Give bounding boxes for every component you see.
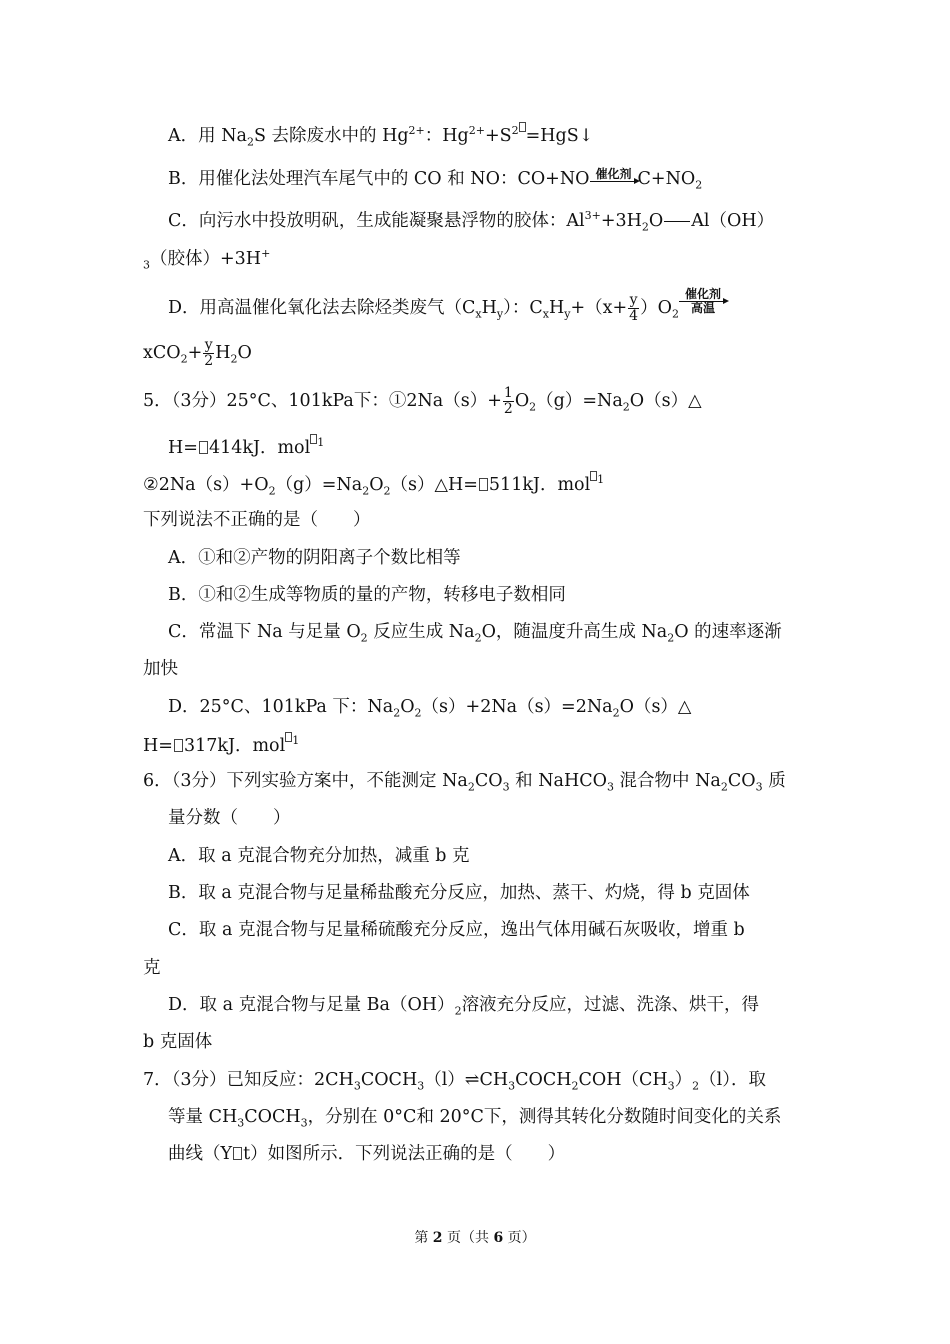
catalyst-heat-arrow: 催化剂 高温 bbox=[679, 288, 727, 315]
q4-option-c-line2: $_3$（胶体）+3H+ bbox=[143, 247, 271, 272]
q7-stem-line3: 曲线（Y t）如图所示．下列说法正确的是（ ） bbox=[168, 1144, 566, 1164]
q6-option-d-line2: b 克固体 bbox=[143, 1032, 213, 1052]
q6-stem-line2: 量分数（ ） bbox=[168, 808, 291, 828]
q6-option-c-line2: 克 bbox=[143, 958, 161, 978]
q5-option-b: B．①和②生成等物质的量的产物，转移电子数相同 bbox=[168, 585, 566, 605]
q4-option-d: D．用高温催化氧化法去除烃类废气$(C_xH_y)$：$C_xH_y+(x+$ $\frac{y}{4}$ ）$O_2$ 催化剂 高温 bbox=[168, 289, 727, 324]
q4-option-b: B．用催化法处理汽车尾气中的 CO 和 NO：CO+NO 催化剂 $C+NO_2$ bbox=[168, 167, 703, 192]
q6-option-b: B．取 a 克混合物与足量稀盐酸充分反应，加热、蒸干、灼烧，得 b 克固体 bbox=[168, 883, 750, 903]
q6-stem: 6．（3分）下列实验方案中，不能测定 $Na_2CO_3$ 和 NaHCO$_3$ 混合物中 $Na_2CO_3$ 质 bbox=[143, 771, 786, 794]
catalyst-arrow: 催化剂 bbox=[590, 168, 638, 182]
q4-option-d-line2: xCO$_2$+ $\frac{y}{2}$ $H_2O$ bbox=[143, 337, 252, 369]
equilibrium-arrow bbox=[664, 221, 690, 222]
q5-question: 下列说法不正确的是（ ） bbox=[143, 510, 371, 530]
fraction-y-2: $\frac{y}{2}$ bbox=[204, 337, 214, 369]
q6-option-a: A．取 a 克混合物充分加热，减重 b 克 bbox=[168, 846, 470, 866]
q7-stem-line2: 等量 $CH_3COCH_3$，分别在 0°C和 20°C下，测得其转化分数随时间变化的关系 bbox=[168, 1107, 782, 1130]
q4-option-c: C．向污水中投放明矾，生成能凝聚悬浮物的胶体：$Al^{3+}+3H_2O$ Al（OH） bbox=[168, 209, 775, 234]
q5-stem-line1: 5．（3分）25°C、101kPa下：①2Na（s）+ $\frac{1}{2}$ $O_2(g)=Na_2O(s)\triangle$ bbox=[143, 385, 702, 417]
page-footer: 第 2 页（共 6 页） bbox=[414, 1230, 536, 1246]
q5-equation2: $②2Na(s)+O_2(g)=Na_2O_2(s)\triangle H= 511kJ$．mol $^1$ bbox=[143, 473, 605, 498]
q6-option-c: C．取 a 克混合物与足量稀硫酸充分反应，逸出气体用碱石灰吸收，增重 b bbox=[168, 920, 745, 940]
q6-option-d: D．取 a 克混合物与足量 $Ba(OH)_2$溶液充分反应，过滤、洗涤、烘干，得 bbox=[168, 995, 760, 1018]
q7-stem: 7．（3分）已知反应：$2CH_3COCH_3(l)\rightleftharpoons CH_3COCH_2COH(CH_3)_2(l)$．取 bbox=[143, 1070, 767, 1093]
q5-option-d-line2: H= 317kJ．mol $^1$ bbox=[143, 734, 300, 756]
fraction-y-4: $\frac{y}{4}$ bbox=[629, 292, 639, 324]
q5-option-c: C．常温下 Na 与足量 $O_2$ 反应生成 $Na_2O$，随温度升高生成 $Na_2O$ 的速率逐渐 bbox=[168, 622, 782, 645]
q5-option-d: D．25°C、101kPa 下：$Na_2O_2(s)+2Na(s)=2Na_2O(s)\triangle$ bbox=[168, 697, 692, 720]
q5-option-c-line2: 加快 bbox=[143, 659, 178, 679]
q5-stem-line2: H= 414kJ．mol $^1$ bbox=[168, 436, 325, 458]
q5-option-a: A．①和②产物的阴阳离子个数比相等 bbox=[168, 548, 461, 568]
q4-option-a: A．用 $Na_2S$ 去除废水中的 $Hg^{2+}$：$Hg^{2+}+S^2$ =HgS↓ bbox=[168, 124, 594, 149]
fraction-1-2: $\frac{1}{2}$ bbox=[503, 385, 513, 417]
